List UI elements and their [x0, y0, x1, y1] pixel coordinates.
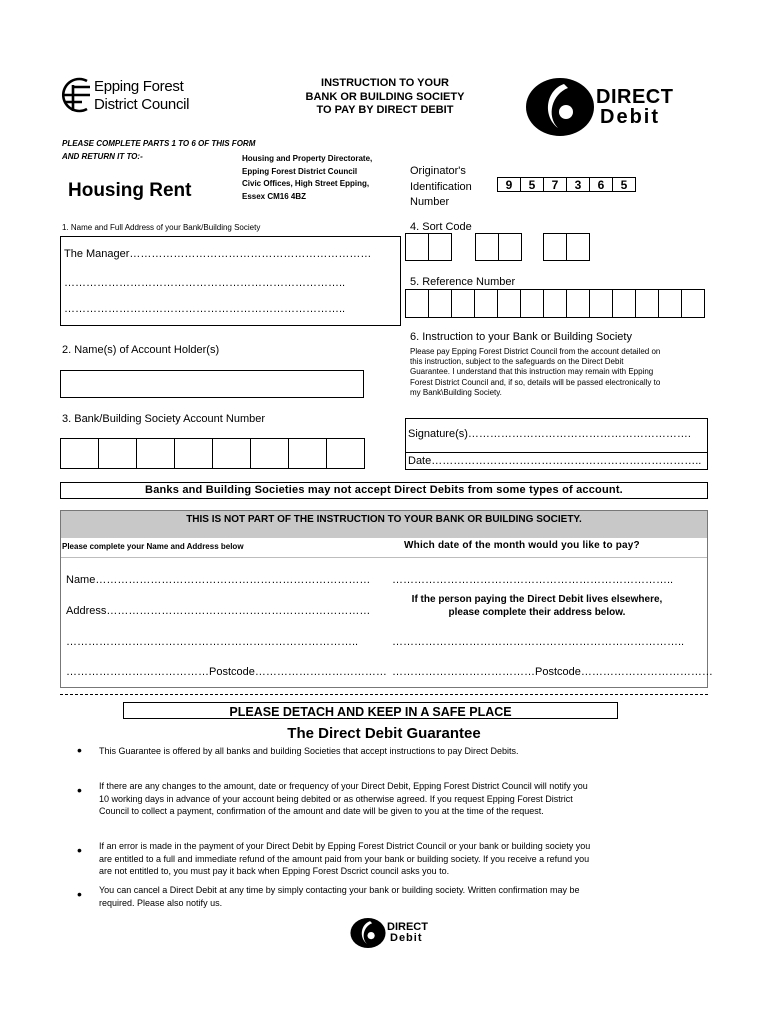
originator-label-line3: Number [410, 196, 450, 208]
date-line: Date……………………………………………………………….. [408, 455, 702, 467]
part5-label: 5. Reference Number [410, 276, 516, 288]
instruction-line: this instruction, subject to the safeguards on the Direct Debit [410, 357, 624, 367]
banks-note: Banks and Building Societies may not accept Direct Debits from some types of account. [60, 482, 708, 499]
form-title-line3: TO PAY BY DIRECT DEBIT [316, 104, 454, 116]
council-logo [60, 75, 210, 117]
part3-label: 3. Bank/Building Society Account Number [62, 413, 266, 425]
originator-digit: 5 [520, 177, 544, 192]
guarantee-text-line: If there are any changes to the amount, date or frequency of your Direct Debit, Epping Forest District Council will notify you [99, 781, 588, 791]
reference-cell[interactable] [474, 289, 498, 318]
sort-code-cell[interactable] [428, 233, 452, 261]
guarantee-item-2 [99, 780, 588, 818]
sort-code-group2[interactable] [475, 233, 521, 261]
guarantee-text-line: are entitled to a full and immediate refund of the amount paid from your bank or building society. If you receive a refund you [99, 853, 590, 864]
housing-rent-title: Housing Rent [68, 180, 192, 201]
instruction-line: Forest District Council and, if so, details will be passed electronically to [410, 377, 661, 387]
detach-dashed-line [60, 694, 708, 695]
reference-cell[interactable] [497, 289, 521, 318]
address-line1: Housing and Property Directorate, [242, 154, 373, 163]
address-line3: Civic Offices, High Street Epping, [242, 179, 370, 188]
reference-cell[interactable] [451, 289, 475, 318]
sort-code-cell[interactable] [498, 233, 522, 261]
guarantee-item-3 [99, 840, 590, 878]
sort-code-cell[interactable] [543, 233, 567, 261]
account-number-cell[interactable] [174, 438, 213, 469]
reference-cell[interactable] [589, 289, 613, 318]
guarantee-text-line: Council to collect a payment, confirmation of the amount and date will be given to you at the time of the request. [99, 806, 544, 816]
reference-cell[interactable] [635, 289, 659, 318]
originator-label-line1: Originator's [410, 165, 466, 177]
sort-code-group3[interactable] [543, 233, 589, 261]
payment-date-field[interactable]: ………………………………………………………………….. [392, 574, 674, 586]
elsewhere-note-line2: please complete their address below. [448, 607, 626, 618]
other-postcode-field[interactable]: …………………………………Postcode……………………………… [392, 666, 713, 678]
signature-divider [406, 452, 707, 453]
guarantee-text-line: This Guarantee is offered by all banks and building Societies that accept instructions to pay Direct Debits. [99, 746, 519, 756]
payer-postcode-field[interactable]: …………………………………Postcode……………………………… [66, 666, 387, 678]
reference-cell[interactable] [566, 289, 590, 318]
account-number-cell[interactable] [250, 438, 289, 469]
originator-digit: 6 [589, 177, 613, 192]
manager-line: The Manager………………………………………………………… [64, 248, 372, 260]
guarantee-bullet: • [77, 842, 82, 858]
part2-label: 2. Name(s) of Account Holder(s) [62, 344, 220, 356]
reference-cell[interactable] [428, 289, 452, 318]
guarantee-text-line: required. Please also notify us. [99, 897, 223, 908]
dd-logo-bottom: Debit [600, 106, 660, 128]
other-address-field[interactable]: …………………………………………………………………….. [392, 636, 685, 648]
payer-address-field[interactable]: Address……………………………………………………………… [66, 605, 371, 617]
direct-debit-logo [524, 76, 694, 138]
originator-digit: 3 [566, 177, 590, 192]
part1-label: 1. Name and Full Address of your Bank/Building Society [62, 223, 261, 232]
originator-label-line2: Identification [410, 180, 472, 193]
account-number-cell[interactable] [326, 438, 365, 469]
guarantee-text-line: 10 working days in advance of your account being debited or as otherwise agreed. If you request Epping Forest District [99, 793, 573, 804]
guarantee-item-4 [99, 884, 580, 909]
section-divider [61, 557, 707, 558]
originator-number [497, 177, 635, 192]
part6-label: 6. Instruction to your Bank or Building Society [410, 331, 632, 343]
council-name-line1: Epping Forest [94, 78, 184, 95]
council-name-line2: District Council [94, 96, 190, 113]
guarantee-title: The Direct Debit Guarantee [287, 725, 481, 742]
sort-code-cell[interactable] [475, 233, 499, 261]
originator-digit: 9 [497, 177, 521, 192]
guarantee-text-line: If an error is made in the payment of your Direct Debit by Epping Forest District Council or your bank or building society you [99, 841, 591, 851]
guarantee-text-line: are not entitled to, you must pay it back when Epping Forest Dscrict council asks you to. [99, 866, 450, 876]
guarantee-bullet: • [77, 886, 82, 902]
address-line2: Epping Forest District Council [242, 166, 358, 176]
payer-name-field[interactable]: Name………………………………………………………………… [66, 574, 371, 586]
return-address [242, 153, 372, 203]
reference-number-cells[interactable] [405, 289, 704, 318]
instruction-text [410, 347, 710, 398]
instruction-line: Please pay Epping Forest District Council from the account detailed on [410, 347, 661, 356]
dd-logo-top: DIRECT [596, 86, 674, 108]
account-number-cell[interactable] [212, 438, 251, 469]
originator-digit: 7 [543, 177, 567, 192]
instruction-line: my Bank\Building Society. [410, 387, 502, 397]
reference-cell[interactable] [405, 289, 429, 318]
intro-line1: PLEASE COMPLETE PARTS 1 TO 6 OF THIS FORM [62, 139, 256, 148]
footer-dd-bottom: Debit [390, 932, 423, 944]
guarantee-item-1 [99, 745, 519, 758]
account-number-cell[interactable] [98, 438, 137, 469]
council-logo-icon [60, 75, 96, 115]
payment-date-prompt: Which date of the month would you like to pay? [404, 540, 640, 551]
instruction-line: Guarantee. I understand that this instruction may remain with Epping [410, 367, 654, 377]
guarantee-bullet: • [77, 742, 82, 758]
part4-label: 4. Sort Code [410, 221, 472, 233]
sort-code-group1[interactable] [405, 233, 451, 261]
footer-direct-debit-icon [349, 917, 387, 949]
reference-cell[interactable] [658, 289, 682, 318]
form-title-line1: INSTRUCTION TO YOUR [321, 77, 449, 89]
account-number-cell[interactable] [136, 438, 175, 469]
bank-address-line1: ………………………………………………………………….. [64, 277, 346, 289]
detach-notice: PLEASE DETACH AND KEEP IN A SAFE PLACE [123, 702, 618, 719]
footer-direct-debit-logo [349, 916, 449, 950]
account-holder-box[interactable] [60, 370, 364, 398]
originator-label [410, 164, 472, 211]
payer-address-line2[interactable]: …………………………………………………………………….. [66, 636, 359, 648]
form-title-line2: BANK OR BUILDING SOCIETY [305, 90, 465, 103]
sort-code-cell[interactable] [566, 233, 590, 261]
not-part-banner: THIS IS NOT PART OF THE INSTRUCTION TO YOUR BANK OR BUILDING SOCIETY. [61, 511, 707, 538]
direct-debit-logo-icon [524, 76, 596, 138]
address-line4: Essex CM16 4BZ [242, 191, 307, 201]
form-title-block [270, 77, 500, 118]
elsewhere-note [382, 593, 692, 619]
reference-cell[interactable] [520, 289, 544, 318]
sort-code-cell[interactable] [405, 233, 429, 261]
signature-line: Signature(s)……………………………………………………. [408, 428, 691, 440]
signature-box[interactable] [405, 418, 708, 470]
reference-cell[interactable] [612, 289, 636, 318]
account-number-cell[interactable] [60, 438, 99, 469]
guarantee-bullet: • [77, 782, 82, 798]
account-number-cells[interactable] [60, 438, 364, 469]
bank-address-box[interactable] [60, 236, 401, 326]
guarantee-text-line: You can cancel a Direct Debit at any time by simply contacting your bank or building society. Written confirmation may be [99, 885, 580, 895]
bank-address-line2: ………………………………………………………………….. [64, 303, 346, 315]
name-address-prompt: Please complete your Name and Address below [62, 542, 244, 551]
originator-digit: 5 [612, 177, 636, 192]
account-number-cell[interactable] [288, 438, 327, 469]
elsewhere-note-line1: If the person paying the Direct Debit lives elsewhere, [411, 594, 663, 605]
footer-dd-top: DIRECT [387, 921, 428, 933]
reference-cell[interactable] [543, 289, 567, 318]
intro-line2: AND RETURN IT TO:- [62, 152, 143, 161]
reference-cell[interactable] [681, 289, 705, 318]
